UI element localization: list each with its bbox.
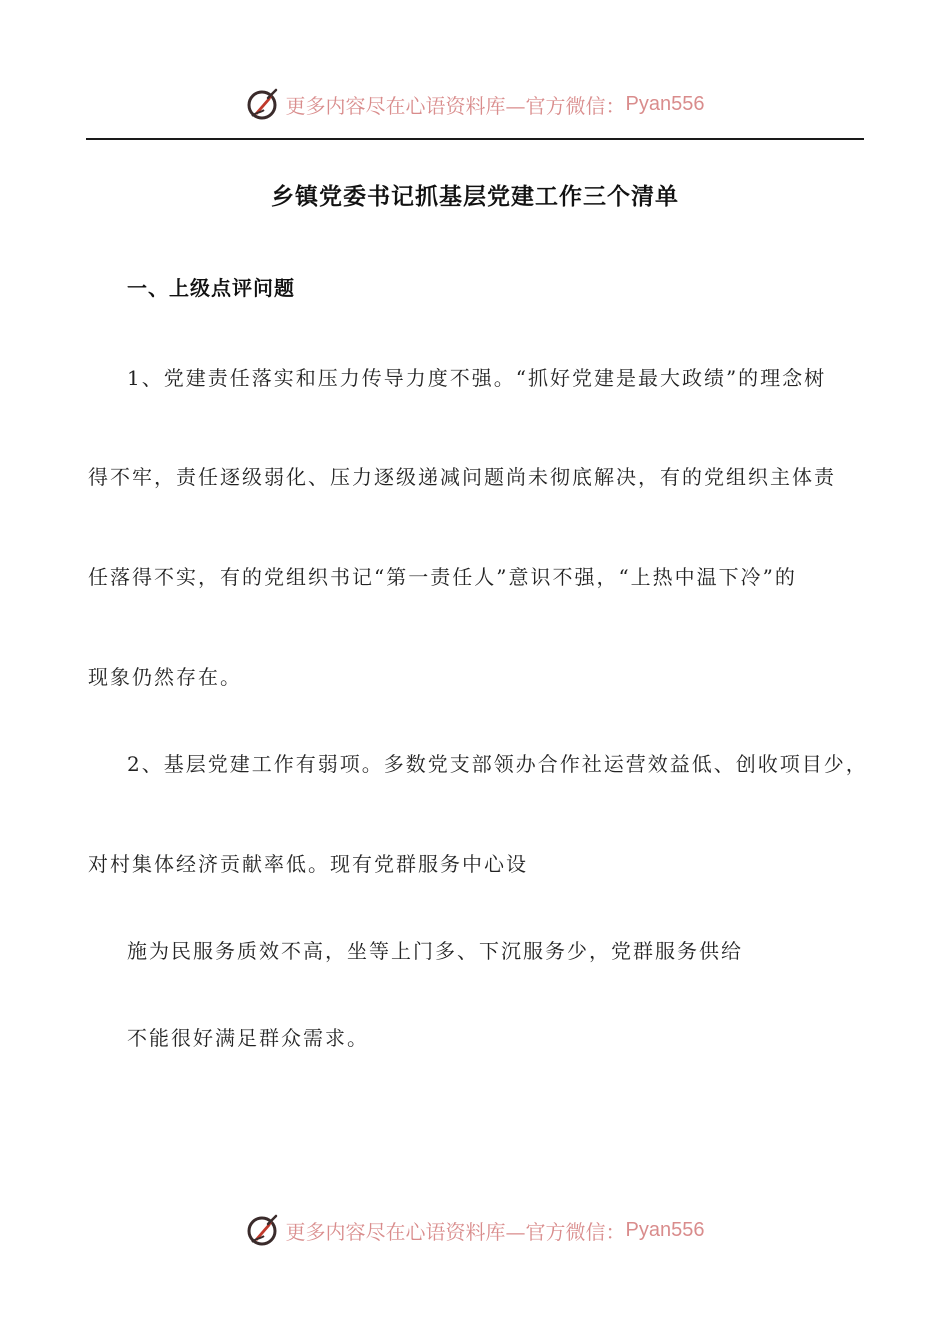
paragraph-line: 现象仍然存在。 [88, 665, 242, 689]
footer-watermark [0, 1210, 950, 1250]
header-divider [86, 138, 864, 140]
paragraph-line: 施为民服务质效不高，坐等上门多、下沉服务少，党群服务供给 [127, 939, 743, 963]
watermark-wechat-id: Pyan556 [625, 1218, 705, 1241]
paragraph-line: 对村集体经济贡献率低。现有党群服务中心设 [88, 852, 528, 876]
watermark-wechat-id: Pyan556 [625, 92, 705, 115]
section-heading: 一、上级点评问题 [127, 276, 295, 300]
pen-logo-icon [246, 1212, 282, 1248]
paragraph-line: 1、党建责任落实和压力传导力度不强。“抓好党建是最大政绩”的理念树 [127, 366, 827, 390]
header-watermark [0, 84, 950, 124]
paragraph-line: 不能很好满足群众需求。 [127, 1026, 369, 1050]
watermark-text: 更多内容尽在心语资料库—官方微信： [285, 1219, 626, 1244]
watermark-text: 更多内容尽在心语资料库—官方微信： [285, 93, 626, 118]
paragraph-line: 2、基层党建工作有弱项。多数党支部领办合作社运营效益低、创收项目少， [127, 752, 868, 776]
document-title: 乡镇党委书记抓基层党建工作三个清单 [271, 184, 679, 210]
paragraph-line: 得不牢，责任逐级弱化、压力逐级递减问题尚未彻底解决，有的党组织主体责 [88, 465, 836, 489]
pen-logo-icon [246, 86, 282, 122]
paragraph-line: 任落得不实，有的党组织书记“第一责任人”意识不强，“上热中温下冷”的 [88, 565, 797, 589]
